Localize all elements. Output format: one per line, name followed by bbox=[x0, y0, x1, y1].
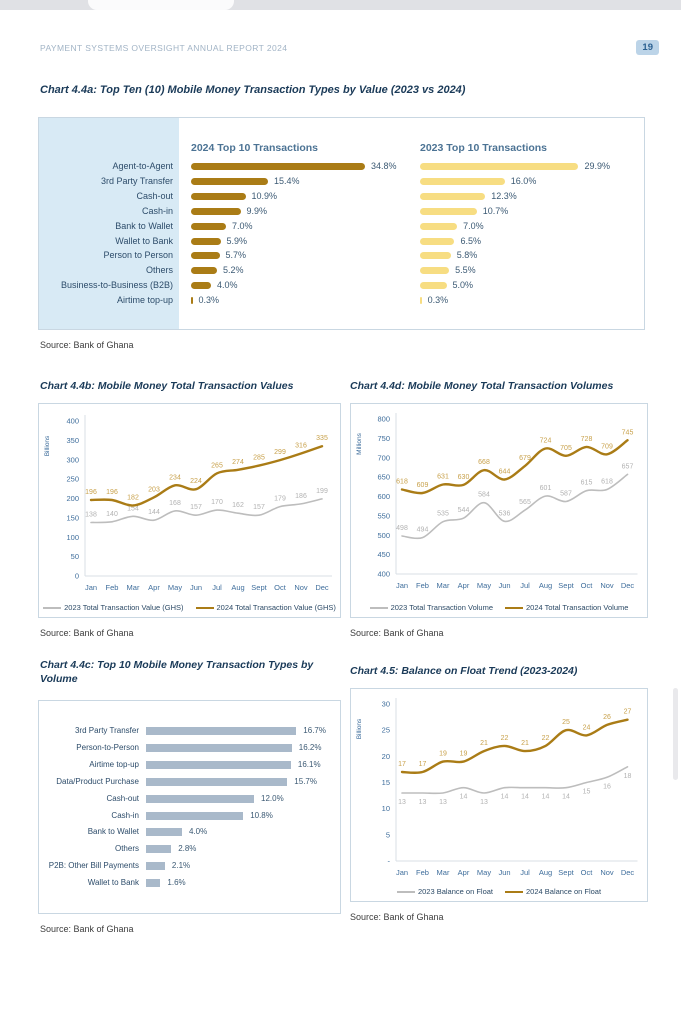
data-point-label: 14 bbox=[562, 793, 570, 801]
x-tick-label: Nov bbox=[600, 581, 614, 590]
y-tick-label: 350 bbox=[66, 435, 79, 445]
bar-2024 bbox=[191, 282, 211, 289]
legend-label: 2023 Balance on Float bbox=[417, 887, 493, 896]
legend bbox=[39, 603, 340, 612]
bar-value-label: 16.0% bbox=[510, 175, 537, 186]
x-tick-label: Jan bbox=[395, 581, 409, 590]
bar-2023 bbox=[420, 297, 422, 304]
data-point-label: 21 bbox=[521, 740, 529, 748]
bar-value-label: 29.9% bbox=[584, 161, 610, 171]
data-point-label: 609 bbox=[416, 482, 429, 490]
data-point-label: 494 bbox=[416, 526, 429, 534]
bar-value-label: 9.9% bbox=[246, 205, 268, 216]
y-tick-label: 15 bbox=[381, 778, 390, 787]
data-point-label: 299 bbox=[274, 449, 286, 457]
x-tick-label: Nov bbox=[600, 868, 614, 877]
scrollbar-thumb[interactable] bbox=[673, 688, 678, 780]
x-tick-label: May bbox=[476, 581, 492, 590]
data-point-label: 536 bbox=[498, 510, 511, 518]
bar-value-label: 16.7% bbox=[303, 726, 326, 735]
legend-line-swatch bbox=[505, 891, 523, 893]
data-point-label: 274 bbox=[232, 458, 244, 466]
x-tick-label: May bbox=[167, 583, 183, 592]
bar-2024 bbox=[191, 297, 193, 304]
data-point-label: 601 bbox=[539, 485, 552, 493]
data-point-label: 14 bbox=[521, 793, 529, 801]
bar-category-label: 3rd Party Transfer bbox=[74, 726, 139, 735]
data-point-label: 14 bbox=[500, 793, 509, 801]
bar-value-label: 12.3% bbox=[491, 190, 517, 201]
data-point-label: 19 bbox=[459, 750, 468, 758]
bar-value-label: 5.0% bbox=[452, 280, 474, 291]
bar-category-label: Wallet to Bank bbox=[115, 235, 173, 246]
bar-value-label: 1.6% bbox=[167, 878, 186, 888]
chart-44c-box bbox=[38, 700, 341, 914]
bar-category-label: Person-to-Person bbox=[76, 742, 139, 752]
x-tick-label: Apr bbox=[148, 583, 160, 592]
bar-value-label: 5.5% bbox=[455, 265, 476, 276]
data-point-label: 745 bbox=[621, 429, 634, 437]
bar-value-label: 5.2% bbox=[223, 265, 244, 276]
data-point-label: 587 bbox=[560, 490, 572, 498]
bar-category-label: Cash-out bbox=[106, 793, 139, 803]
x-tick-label: Mar bbox=[126, 583, 140, 592]
y-tick-label: 650 bbox=[377, 472, 390, 482]
bar-volume bbox=[146, 845, 171, 853]
data-point-label: 224 bbox=[190, 478, 202, 486]
bar-category-label: P2B: Other Bill Payments bbox=[48, 861, 139, 871]
source-44d: Source: Bank of Ghana bbox=[350, 628, 444, 638]
bar-value-label: 10.7% bbox=[482, 205, 509, 216]
data-point-label: 179 bbox=[274, 495, 286, 503]
data-point-label: 618 bbox=[396, 478, 408, 486]
x-tick-label: Jun bbox=[189, 583, 203, 592]
bar-category-label: Bank to Wallet bbox=[115, 220, 173, 231]
data-point-label: 16 bbox=[603, 783, 611, 791]
data-point-label: 22 bbox=[500, 734, 509, 742]
legend-label: 2024 Total Transaction Volume bbox=[526, 603, 629, 612]
bar-2024 bbox=[191, 238, 221, 245]
data-point-label: 18 bbox=[623, 772, 632, 780]
legend-label: 2024 Balance on Float bbox=[526, 887, 602, 896]
legend-item bbox=[370, 603, 493, 612]
legend-label: 2023 Total Transaction Volume bbox=[390, 603, 493, 612]
bar-2023 bbox=[420, 178, 505, 185]
bar-category-label: Cash-in bbox=[111, 810, 139, 820]
bar-value-label: 5.7% bbox=[225, 250, 247, 261]
bar-category-label: Others bbox=[145, 265, 173, 276]
x-tick-label: Jan bbox=[395, 868, 409, 877]
y-tick-label: 500 bbox=[377, 530, 390, 540]
y-tick-label: 150 bbox=[66, 513, 79, 523]
chart-44d-plot bbox=[351, 404, 645, 615]
chart-44d-box bbox=[350, 403, 648, 618]
x-tick-label: Jul bbox=[212, 583, 222, 592]
x-tick-label: Jul bbox=[520, 581, 530, 590]
series-line-2023 bbox=[402, 767, 628, 794]
y-tick-label: 400 bbox=[377, 569, 390, 579]
y-tick-label: 50 bbox=[70, 552, 79, 562]
y-tick-label: - bbox=[387, 856, 390, 866]
data-point-label: 705 bbox=[560, 444, 572, 452]
data-point-label: 203 bbox=[148, 486, 160, 494]
report-header: PAYMENT SYSTEMS OVERSIGHT ANNUAL REPORT 2024 bbox=[40, 42, 288, 53]
y-tick-label: 750 bbox=[377, 433, 390, 443]
data-point-label: 26 bbox=[603, 713, 611, 721]
y-tick-label: 700 bbox=[377, 453, 390, 463]
y-axis-title: Millions bbox=[356, 433, 363, 455]
data-point-label: 182 bbox=[127, 494, 139, 502]
data-point-label: 196 bbox=[85, 489, 97, 497]
data-point-label: 709 bbox=[601, 443, 613, 451]
bar-category-label: Others bbox=[114, 844, 139, 854]
data-point-label: 17 bbox=[398, 761, 406, 769]
chart-44a-2023-header: 2023 Top 10 Transactions bbox=[420, 142, 548, 154]
data-point-label: 144 bbox=[148, 509, 160, 517]
x-tick-label: Oct bbox=[580, 581, 593, 590]
data-point-label: 196 bbox=[106, 489, 118, 497]
chart-44a-box bbox=[38, 117, 645, 330]
bar-2023 bbox=[420, 267, 449, 274]
bar-value-label: 10.8% bbox=[250, 810, 273, 820]
series-line-2024 bbox=[402, 440, 628, 493]
data-point-label: 21 bbox=[480, 740, 488, 748]
x-tick-label: Jan bbox=[84, 583, 98, 592]
chart-44b-title: Chart 4.4b: Mobile Money Total Transaction Values bbox=[40, 380, 294, 392]
bar-2023 bbox=[420, 252, 451, 259]
data-point-label: 728 bbox=[580, 435, 593, 443]
data-point-label: 285 bbox=[253, 454, 265, 462]
data-point-label: 316 bbox=[295, 442, 307, 450]
x-tick-label: Feb bbox=[416, 868, 429, 877]
x-tick-label: Mar bbox=[436, 581, 450, 590]
page-number-badge: 19 bbox=[636, 40, 659, 55]
bar-volume bbox=[146, 879, 160, 887]
series-line-2024 bbox=[402, 720, 628, 773]
legend-label: 2023 Total Transaction Value (GHS) bbox=[64, 603, 184, 612]
bar-category-label: Cash-out bbox=[136, 190, 173, 201]
x-tick-label: Dec bbox=[620, 868, 635, 877]
y-tick-label: 200 bbox=[66, 494, 79, 503]
data-point-label: 630 bbox=[457, 473, 470, 481]
y-tick-label: 600 bbox=[377, 492, 390, 501]
data-point-label: 13 bbox=[480, 798, 488, 806]
bar-value-label: 4.0% bbox=[189, 827, 208, 837]
bar-2023 bbox=[420, 223, 457, 230]
data-point-label: 335 bbox=[316, 435, 328, 443]
y-tick-label: 20 bbox=[381, 751, 390, 761]
data-point-label: 140 bbox=[106, 510, 118, 518]
x-tick-label: Mar bbox=[436, 868, 450, 877]
x-tick-label: Jun bbox=[498, 868, 511, 877]
data-point-label: 584 bbox=[478, 491, 490, 499]
data-point-label: 544 bbox=[457, 507, 470, 515]
bar-value-label: 16.1% bbox=[297, 759, 321, 769]
x-tick-label: Oct bbox=[274, 583, 286, 592]
data-point-label: 157 bbox=[190, 504, 202, 512]
chart-45-plot bbox=[351, 689, 645, 899]
x-tick-label: Aug bbox=[538, 581, 553, 590]
legend-item bbox=[505, 887, 601, 896]
data-point-label: 186 bbox=[295, 492, 307, 500]
legend-item bbox=[397, 887, 493, 896]
y-tick-label: 10 bbox=[381, 804, 390, 814]
bar-category-label: Cash-in bbox=[141, 205, 173, 216]
bar-2023 bbox=[420, 238, 454, 245]
data-point-label: 644 bbox=[498, 468, 511, 476]
top-bar bbox=[0, 0, 681, 10]
x-tick-label: Apr bbox=[457, 868, 470, 877]
bar-value-label: 34.8% bbox=[371, 161, 397, 171]
data-point-label: 17 bbox=[418, 761, 427, 769]
data-point-label: 157 bbox=[253, 504, 265, 512]
legend-line-swatch bbox=[196, 607, 214, 609]
bar-2024 bbox=[191, 178, 268, 185]
bar-volume bbox=[146, 828, 182, 836]
data-point-label: 25 bbox=[562, 719, 570, 727]
data-point-label: 19 bbox=[439, 750, 447, 758]
bar-2024 bbox=[191, 267, 217, 274]
bar-value-label: 15.7% bbox=[294, 776, 317, 786]
bar-volume bbox=[146, 727, 296, 735]
x-tick-label: Sept bbox=[558, 581, 574, 590]
bar-category-label: 3rd Party Transfer bbox=[100, 175, 173, 186]
y-tick-label: 550 bbox=[377, 511, 390, 521]
bar-value-label: 16.2% bbox=[298, 742, 322, 752]
data-point-label: 631 bbox=[437, 473, 449, 481]
bar-value-label: 7.0% bbox=[232, 220, 253, 231]
bar-value-label: 5.8% bbox=[456, 250, 478, 261]
data-point-label: 618 bbox=[601, 478, 613, 486]
y-axis-title: Billions bbox=[44, 435, 51, 457]
x-tick-label: Sept bbox=[251, 583, 267, 592]
bar-2024 bbox=[191, 193, 246, 200]
bar-value-label: 15.4% bbox=[274, 175, 300, 186]
y-tick-label: 250 bbox=[66, 474, 79, 484]
bar-value-label: 10.9% bbox=[251, 190, 278, 201]
bar-volume bbox=[146, 812, 243, 820]
bar-volume bbox=[146, 778, 287, 786]
data-point-label: 15 bbox=[582, 788, 591, 796]
bar-category-label: Data/Product Purchase bbox=[56, 776, 139, 786]
y-axis-title: Billions bbox=[356, 718, 363, 740]
bar-value-label: 6.5% bbox=[460, 235, 481, 246]
source-45: Source: Bank of Ghana bbox=[350, 912, 444, 922]
x-tick-label: Feb bbox=[105, 583, 119, 592]
x-tick-label: Nov bbox=[294, 583, 308, 592]
x-tick-label: Aug bbox=[231, 583, 245, 592]
data-point-label: 13 bbox=[418, 798, 427, 806]
series-line-2023 bbox=[91, 499, 322, 523]
chart-44a-title: Chart 4.4a: Top Ten (10) Mobile Money Transaction Types by Value (2023 vs 2024) bbox=[40, 84, 466, 96]
bar-volume bbox=[146, 761, 291, 769]
data-point-label: 265 bbox=[211, 462, 223, 470]
data-point-label: 13 bbox=[398, 798, 406, 806]
data-point-label: 138 bbox=[85, 511, 97, 519]
chart-44a-2024-header: 2024 Top 10 Transactions bbox=[191, 142, 319, 154]
data-point-label: 657 bbox=[621, 463, 634, 471]
x-tick-label: Sept bbox=[558, 868, 574, 877]
series-line-2024 bbox=[91, 446, 322, 505]
page-header-row bbox=[40, 40, 659, 55]
data-point-label: 170 bbox=[211, 499, 223, 507]
bar-value-label: 5.9% bbox=[226, 235, 248, 246]
x-tick-label: Dec bbox=[315, 583, 329, 592]
bar-2023 bbox=[420, 163, 578, 170]
y-tick-label: 30 bbox=[381, 699, 390, 709]
legend bbox=[351, 603, 647, 612]
chart-45-title: Chart 4.5: Balance on Float Trend (2023-2024) bbox=[350, 665, 578, 677]
source-44a: Source: Bank of Ghana bbox=[40, 340, 134, 350]
bar-value-label: 0.3% bbox=[198, 295, 220, 306]
y-tick-label: 400 bbox=[66, 416, 79, 426]
data-point-label: 14 bbox=[459, 793, 468, 801]
data-point-label: 24 bbox=[582, 724, 591, 732]
data-point-label: 168 bbox=[169, 499, 181, 507]
bar-value-label: 2.1% bbox=[171, 861, 191, 871]
bar-category-label: Airtime top-up bbox=[89, 759, 139, 769]
y-tick-label: 300 bbox=[66, 455, 79, 465]
y-tick-label: 800 bbox=[377, 414, 390, 424]
legend-line-swatch bbox=[43, 607, 61, 609]
legend bbox=[351, 887, 647, 896]
bar-value-label: 12.0% bbox=[261, 793, 284, 803]
legend-line-swatch bbox=[370, 607, 388, 609]
x-tick-label: Jun bbox=[498, 581, 511, 590]
chart-45-box bbox=[350, 688, 648, 902]
bar-value-label: 7.0% bbox=[463, 220, 484, 231]
legend-item bbox=[505, 603, 628, 612]
data-point-label: 565 bbox=[519, 499, 531, 507]
data-point-label: 498 bbox=[396, 525, 408, 533]
bar-volume bbox=[146, 744, 292, 752]
bar-2023 bbox=[420, 282, 447, 289]
data-point-label: 668 bbox=[478, 459, 490, 467]
y-tick-label: 5 bbox=[385, 830, 390, 840]
x-tick-label: Feb bbox=[416, 581, 429, 590]
bar-2023 bbox=[420, 208, 477, 215]
data-point-label: 22 bbox=[541, 734, 550, 742]
chart-44b-plot bbox=[39, 404, 338, 615]
bar-2023 bbox=[420, 193, 485, 200]
data-point-label: 234 bbox=[169, 474, 181, 482]
y-tick-label: 0 bbox=[74, 571, 79, 581]
data-point-label: 27 bbox=[623, 708, 632, 716]
bar-volume bbox=[146, 795, 254, 803]
data-point-label: 14 bbox=[541, 793, 550, 801]
y-tick-label: 25 bbox=[381, 725, 390, 735]
bar-value-label: 2.8% bbox=[178, 844, 197, 854]
bar-value-label: 0.3% bbox=[427, 295, 449, 306]
bar-category-label: Person to Person bbox=[103, 250, 173, 261]
bar-2024 bbox=[191, 252, 220, 259]
bar-2024 bbox=[191, 163, 365, 170]
data-point-label: 199 bbox=[316, 487, 328, 495]
y-tick-label: 450 bbox=[377, 550, 390, 560]
x-tick-label: Aug bbox=[538, 868, 553, 877]
bar-category-label: Business-to-Business (B2B) bbox=[60, 280, 173, 291]
data-point-label: 724 bbox=[539, 437, 552, 445]
data-point-label: 679 bbox=[519, 454, 531, 462]
bar-2024 bbox=[191, 208, 241, 215]
y-tick-label: 100 bbox=[66, 532, 79, 542]
legend-item bbox=[43, 603, 183, 612]
x-tick-label: May bbox=[476, 868, 492, 877]
data-point-label: 162 bbox=[232, 502, 244, 510]
bar-value-label: 4.0% bbox=[217, 280, 238, 291]
x-tick-label: Oct bbox=[580, 868, 593, 877]
bar-category-label: Agent-to-Agent bbox=[112, 161, 173, 171]
data-point-label: 13 bbox=[439, 798, 447, 806]
top-tab bbox=[88, 0, 234, 10]
data-point-label: 154 bbox=[127, 505, 139, 513]
x-tick-label: Jul bbox=[520, 868, 530, 877]
data-point-label: 535 bbox=[437, 510, 449, 518]
bar-category-label: Airtime top-up bbox=[116, 295, 173, 306]
bar-volume bbox=[146, 862, 165, 870]
chart-44d-title: Chart 4.4d: Mobile Money Total Transaction Volumes bbox=[350, 380, 614, 392]
bar-category-label: Wallet to Bank bbox=[87, 878, 139, 888]
data-point-label: 615 bbox=[580, 479, 593, 487]
legend-line-swatch bbox=[505, 607, 523, 609]
x-tick-label: Apr bbox=[457, 581, 470, 590]
series-line-2023 bbox=[402, 474, 628, 538]
chart-44b-box bbox=[38, 403, 341, 618]
x-tick-label: Dec bbox=[620, 581, 635, 590]
legend-item bbox=[196, 603, 336, 612]
chart-44c-title: Chart 4.4c: Top 10 Mobile Money Transaction Types by Volume bbox=[40, 659, 314, 685]
bar-2024 bbox=[191, 223, 226, 230]
source-44b: Source: Bank of Ghana bbox=[40, 628, 134, 638]
legend-label: 2024 Total Transaction Value (GHS) bbox=[216, 603, 336, 612]
legend-line-swatch bbox=[397, 891, 415, 893]
source-44c: Source: Bank of Ghana bbox=[40, 924, 134, 934]
bar-category-label: Bank to Wallet bbox=[87, 827, 139, 837]
